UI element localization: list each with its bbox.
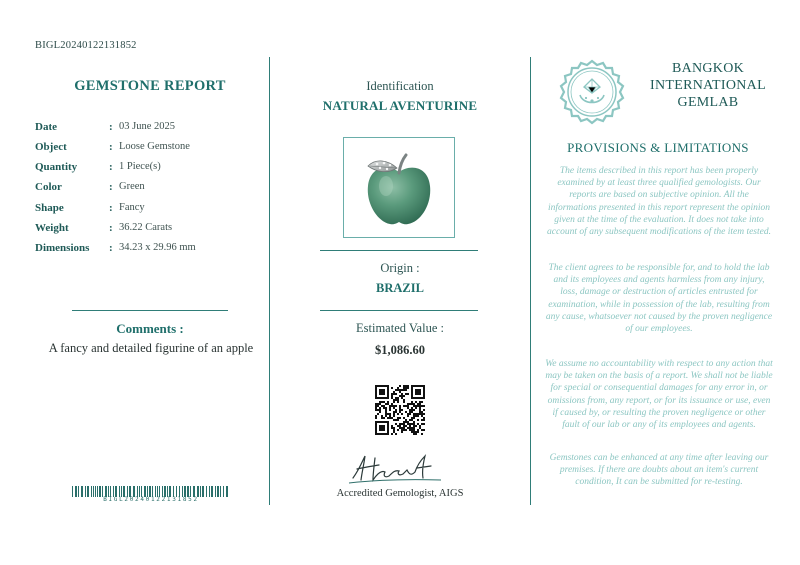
estimated-value-label: Estimated Value : xyxy=(356,321,444,335)
origin-divider xyxy=(320,250,478,251)
field-object xyxy=(35,141,265,157)
lab-logo-seal xyxy=(559,59,625,125)
gemologist-signature xyxy=(345,450,445,486)
field-label: Quantity xyxy=(35,161,78,173)
field-label: Weight xyxy=(35,222,69,234)
comments-text: A fancy and detailed figurine of an apple xyxy=(48,341,254,355)
lab-name-line-1: BANGKOK xyxy=(671,61,745,76)
field-label: Color xyxy=(35,181,62,193)
field-label: Dimensions xyxy=(35,242,90,254)
value-divider xyxy=(320,310,478,311)
field-value: 36.22 Carats xyxy=(119,222,173,233)
provisions-paragraph-1: The items described in this report has been properly examined by at least three qualified gemologists. Our reports are based on subjective opinion. All the informations presented in this report represent the opinion given at the time of the evaluation. It does not take into account of any subsequent modifications of the item tested. xyxy=(546,166,771,238)
provisions-paragraph-2: The client agrees to be responsible for, and to hold the lab and its employees and agents harmless from any injury, loss, damage or destruction of articles entrusted for examination, while in possession of the lab, resulting from any cause, whatsoever not caused by the proven negligence of our employees. xyxy=(545,263,773,335)
barcode-number: BIGL20240122131852 xyxy=(103,496,199,503)
comments-divider xyxy=(72,310,228,311)
origin-value: BRAZIL xyxy=(376,281,424,295)
field-value: 1 Piece(s) xyxy=(119,161,161,172)
field-colon: : xyxy=(109,222,113,234)
gemstone-photo xyxy=(343,137,455,238)
field-quantity xyxy=(35,161,265,177)
field-colon: : xyxy=(109,141,113,153)
field-colon: : xyxy=(109,161,113,173)
field-value: 03 June 2025 xyxy=(119,121,175,132)
field-date xyxy=(35,121,265,137)
lab-name-line-3: GEMLAB xyxy=(677,95,739,110)
provisions-title: PROVISIONS & LIMITATIONS xyxy=(567,140,749,155)
field-colon: : xyxy=(109,242,113,254)
origin-label: Origin : xyxy=(380,261,420,275)
field-color xyxy=(35,181,265,197)
qr-code xyxy=(375,385,425,435)
report-number: BIGL20240122131852 xyxy=(35,40,137,51)
gemologist-title: Accredited Gemologist, AIGS xyxy=(336,488,464,499)
identification-label: Identification xyxy=(366,79,434,93)
field-shape xyxy=(35,202,265,218)
lab-name-line-2: INTERNATIONAL xyxy=(650,78,766,93)
identification-value: NATURAL AVENTURINE xyxy=(322,98,478,113)
divider-left xyxy=(269,57,270,505)
field-colon: : xyxy=(109,121,113,133)
comments-title: Comments : xyxy=(116,321,184,336)
field-label: Date xyxy=(35,121,57,133)
field-colon: : xyxy=(109,181,113,193)
field-value: 34.23 x 29.96 mm xyxy=(119,242,196,253)
field-value: Loose Gemstone xyxy=(119,141,190,152)
divider-right xyxy=(530,57,531,505)
field-weight xyxy=(35,222,265,238)
estimated-value-amount: $1,086.60 xyxy=(375,343,425,357)
field-dimensions xyxy=(35,242,265,258)
provisions-paragraph-3: We assume no accountability with respect to any action that may be taken on the basis of a report. We shall not be liable for special or consequential damages for any error in, or omissions from, any report, or for its issuance or use, even if caused by, or resulting the proven negligence or other fault of our lab or any of its employees and agents. xyxy=(545,359,773,431)
provisions-paragraph-4: Gemstones can be enhanced at any time after leaving our premises. If there are doubts about an item's current condition, It can be submitted for re-testing. xyxy=(549,453,769,488)
field-value: Fancy xyxy=(119,202,145,213)
field-colon: : xyxy=(109,202,113,214)
apple-figurine-image xyxy=(344,138,454,237)
report-title: GEMSTONE REPORT xyxy=(74,78,226,94)
field-label: Shape xyxy=(35,202,64,214)
field-value: Green xyxy=(119,181,145,192)
field-label: Object xyxy=(35,141,67,153)
